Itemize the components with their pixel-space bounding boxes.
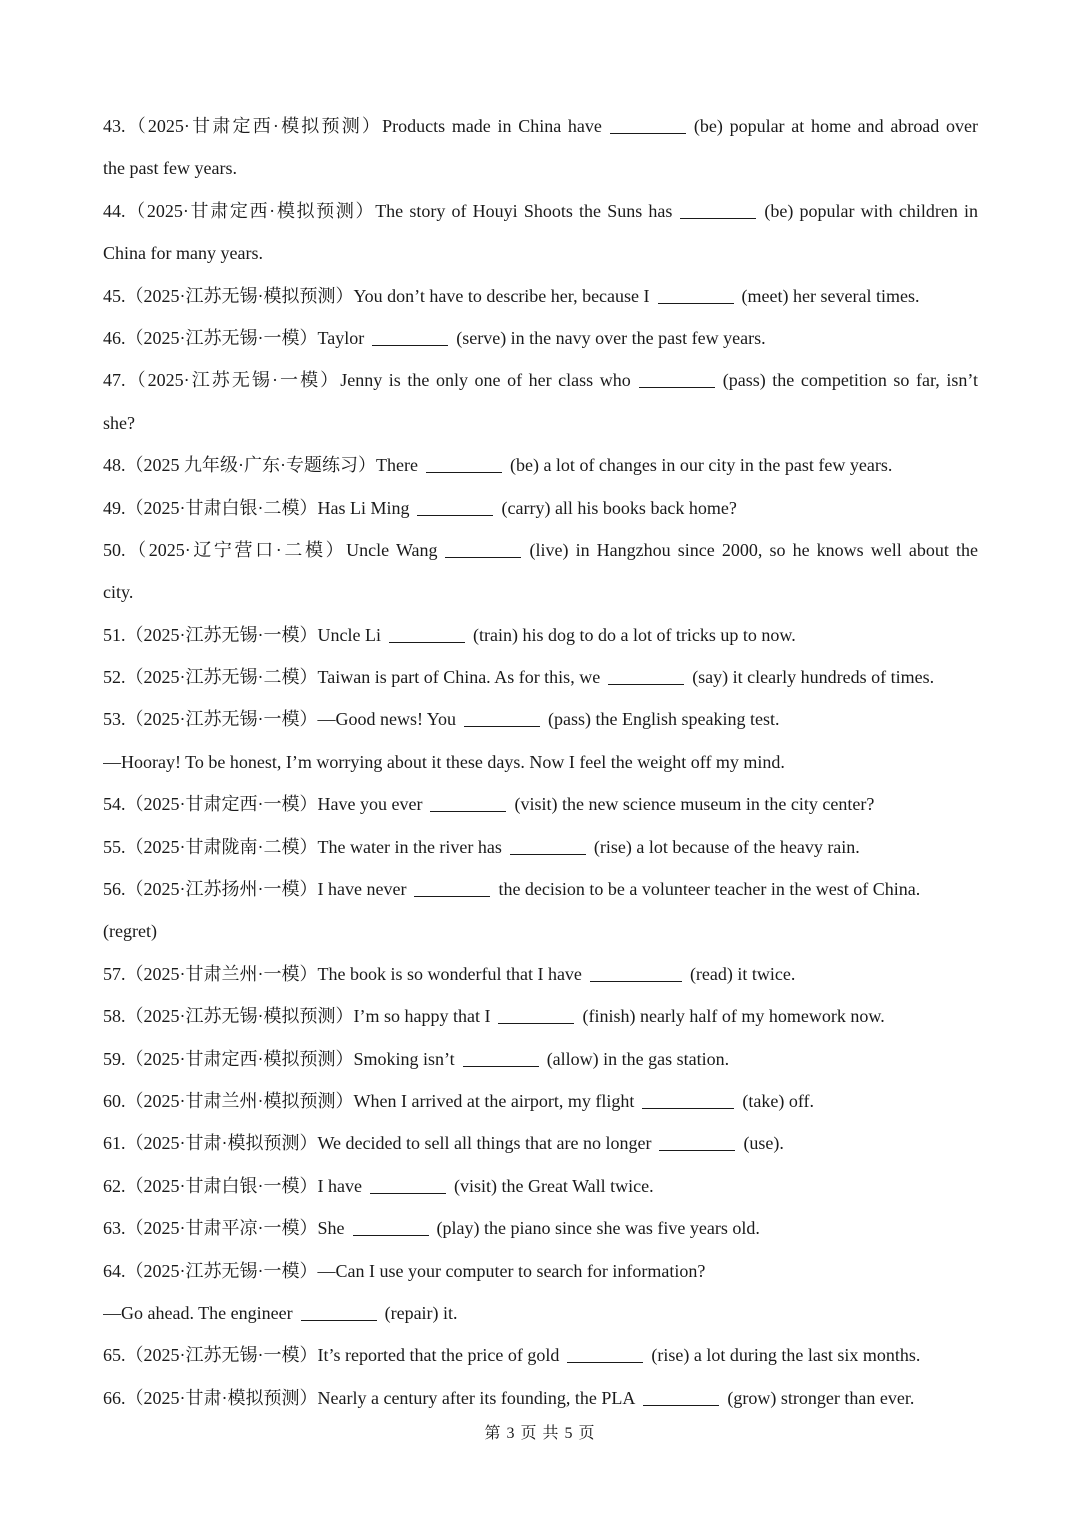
question-text: she? — [103, 412, 135, 433]
question-line — [103, 1165, 978, 1207]
question-text: 59.（2025·甘肃定西·模拟预测）Smoking isn’t — [103, 1048, 455, 1069]
question-text: 64.（2025·江苏无锡·一模）—Can I use your computer to search for information? — [103, 1260, 706, 1281]
question-text: 52.（2025·江苏无锡·二模）Taiwan is part of China. As for this, we — [103, 667, 601, 688]
question-line — [103, 1250, 978, 1292]
question-item — [103, 1080, 978, 1122]
question-line — [103, 359, 978, 401]
answer-blank[interactable] — [463, 1048, 539, 1067]
question-item — [103, 275, 978, 317]
question-hint: (repair) it. — [384, 1302, 458, 1323]
question-hint: (pass) the competition so far, isn’t — [722, 370, 978, 391]
question-line — [103, 487, 978, 529]
question-text: 57.（2025·甘肃兰州·一模）The book is so wonderful that I have — [103, 963, 582, 984]
question-text: 47.（2025·江苏无锡·一模）Jenny is the only one of her class who — [103, 370, 631, 391]
question-item — [103, 105, 978, 190]
question-item — [103, 868, 978, 953]
answer-blank[interactable] — [658, 285, 734, 304]
question-item — [103, 1038, 978, 1080]
question-hint: (be) popular with children in — [764, 200, 978, 221]
question-hint: (allow) in the gas station. — [546, 1048, 730, 1069]
question-hint: (use). — [743, 1133, 784, 1154]
question-line — [103, 953, 978, 995]
answer-blank[interactable] — [608, 666, 684, 685]
question-hint: (finish) nearly half of my homework now. — [582, 1006, 885, 1027]
question-text: 53.（2025·江苏无锡·一模）—Good news! You — [103, 709, 457, 730]
question-line — [103, 826, 978, 868]
question-line — [103, 1038, 978, 1080]
question-line — [103, 1377, 978, 1419]
answer-blank[interactable] — [642, 1090, 734, 1109]
question-line — [103, 1334, 978, 1376]
question-text: 51.（2025·江苏无锡·一模）Uncle Li — [103, 624, 381, 645]
question-text: 63.（2025·甘肃平凉·一模）She — [103, 1218, 345, 1239]
question-text: 48.（2025 九年级·广东·专题练习）There — [103, 455, 418, 476]
answer-blank[interactable] — [659, 1132, 735, 1151]
question-text: 66.（2025·甘肃·模拟预测）Nearly a century after its founding, the PLA — [103, 1387, 636, 1408]
question-text: 61.（2025·甘肃·模拟预测）We decided to sell all things that are no longer — [103, 1133, 652, 1154]
question-item — [103, 1250, 978, 1335]
question-item — [103, 995, 978, 1037]
answer-blank[interactable] — [430, 793, 506, 812]
question-item — [103, 656, 978, 698]
question-hint: (read) it twice. — [689, 963, 796, 984]
question-text: 55.（2025·甘肃陇南·二模）The water in the river has — [103, 836, 502, 857]
answer-blank[interactable] — [464, 708, 540, 727]
answer-blank[interactable] — [389, 624, 465, 643]
page-footer: 第 3 页 共 5 页 — [484, 1425, 596, 1442]
question-text: 45.（2025·江苏无锡·模拟预测）You don’t have to describe her, because I — [103, 285, 650, 306]
answer-blank[interactable] — [498, 1005, 574, 1024]
question-item — [103, 826, 978, 868]
question-line — [103, 275, 978, 317]
question-hint: (train) his dog to do a lot of tricks up to now. — [472, 624, 796, 645]
question-text: the past few years. — [103, 158, 237, 179]
question-item — [103, 1207, 978, 1249]
answer-blank[interactable] — [610, 115, 686, 134]
question-line — [103, 1207, 978, 1249]
question-text: 46.（2025·江苏无锡·一模）Taylor — [103, 327, 365, 348]
question-hint: (be) popular at home and abroad over — [693, 116, 978, 136]
question-item — [103, 614, 978, 656]
question-line — [103, 571, 978, 613]
question-text: 56.（2025·江苏扬州·一模）I have never — [103, 879, 407, 900]
question-text: city. — [103, 582, 134, 603]
question-item — [103, 487, 978, 529]
answer-blank[interactable] — [372, 327, 448, 346]
question-item — [103, 529, 978, 614]
answer-blank[interactable] — [680, 200, 756, 219]
answer-blank[interactable] — [353, 1217, 429, 1236]
question-line — [103, 1292, 978, 1334]
question-text: 49.（2025·甘肃白银·二模）Has Li Ming — [103, 497, 410, 518]
question-line — [103, 741, 978, 783]
question-text: 43.（2025·甘肃定西·模拟预测）Products made in China have — [103, 116, 602, 136]
answer-blank[interactable] — [590, 963, 682, 982]
question-line — [103, 317, 978, 359]
question-line — [103, 147, 978, 189]
question-text: 50.（2025·辽宁营口·二模）Uncle Wang — [103, 539, 438, 560]
question-item — [103, 444, 978, 486]
answer-blank[interactable] — [510, 836, 586, 855]
question-text: —Hooray! To be honest, I’m worrying about it these days. Now I feel the weight off my mind. — [103, 751, 785, 772]
question-line — [103, 529, 978, 571]
question-item — [103, 359, 978, 444]
question-item — [103, 1165, 978, 1207]
question-text: 65.（2025·江苏无锡·一模）It’s reported that the price of gold — [103, 1345, 560, 1366]
question-text: —Go ahead. The engineer — [103, 1302, 293, 1323]
question-hint: (carry) all his books back home? — [501, 497, 737, 518]
question-item — [103, 190, 978, 275]
answer-blank[interactable] — [639, 369, 715, 388]
question-item — [103, 1377, 978, 1419]
question-line — [103, 910, 978, 952]
question-hint: (take) off. — [742, 1090, 815, 1111]
question-text: 44.（2025·甘肃定西·模拟预测）The story of Houyi Shoots the Suns has — [103, 200, 673, 221]
question-text: 58.（2025·江苏无锡·模拟预测）I’m so happy that I — [103, 1006, 491, 1027]
question-line — [103, 444, 978, 486]
question-hint: (pass) the English speaking test. — [548, 709, 780, 730]
question-line — [103, 614, 978, 656]
answer-blank[interactable] — [426, 454, 502, 473]
question-item — [103, 783, 978, 825]
question-text: China for many years. — [103, 243, 263, 264]
question-list — [103, 105, 978, 1419]
question-hint: (visit) the Great Wall twice. — [453, 1175, 654, 1196]
question-line — [103, 232, 978, 274]
question-line — [103, 402, 978, 444]
question-line — [103, 656, 978, 698]
answer-blank[interactable] — [414, 878, 490, 897]
question-hint: (be) a lot of changes in our city in the past few years. — [509, 455, 893, 476]
answer-blank[interactable] — [643, 1387, 719, 1406]
question-item — [103, 317, 978, 359]
question-hint: (rise) a lot because of the heavy rain. — [593, 836, 860, 857]
question-hint: (live) in Hangzhou since 2000, so he knows well about the — [529, 539, 978, 560]
answer-blank[interactable] — [370, 1175, 446, 1194]
question-hint: (play) the piano since she was five years old. — [436, 1218, 760, 1239]
question-line — [103, 868, 978, 910]
question-hint: (visit) the new science museum in the city center? — [514, 794, 875, 815]
question-item — [103, 953, 978, 995]
answer-blank[interactable] — [445, 539, 521, 558]
question-line — [103, 1122, 978, 1164]
question-line — [103, 105, 978, 147]
question-line — [103, 698, 978, 740]
question-hint: (grow) stronger than ever. — [727, 1387, 915, 1408]
answer-blank[interactable] — [301, 1302, 377, 1321]
question-line — [103, 783, 978, 825]
question-text: (regret) — [103, 921, 157, 942]
question-text: 54.（2025·甘肃定西·一模）Have you ever — [103, 794, 423, 815]
answer-blank[interactable] — [417, 497, 493, 516]
question-line — [103, 190, 978, 232]
question-hint: (say) it clearly hundreds of times. — [692, 667, 935, 688]
question-item — [103, 1122, 978, 1164]
question-text: 60.（2025·甘肃兰州·模拟预测）When I arrived at the airport, my flight — [103, 1090, 635, 1111]
question-hint: (rise) a lot during the last six months. — [651, 1345, 921, 1366]
question-hint: the decision to be a volunteer teacher in the west of China. — [498, 879, 921, 900]
question-item — [103, 1334, 978, 1376]
question-text: 62.（2025·甘肃白银·一模）I have — [103, 1175, 362, 1196]
question-line — [103, 995, 978, 1037]
answer-blank[interactable] — [567, 1344, 643, 1363]
question-item — [103, 698, 978, 783]
question-hint: (meet) her several times. — [741, 285, 920, 306]
question-line — [103, 1080, 978, 1122]
question-hint: (serve) in the navy over the past few years. — [456, 327, 766, 348]
